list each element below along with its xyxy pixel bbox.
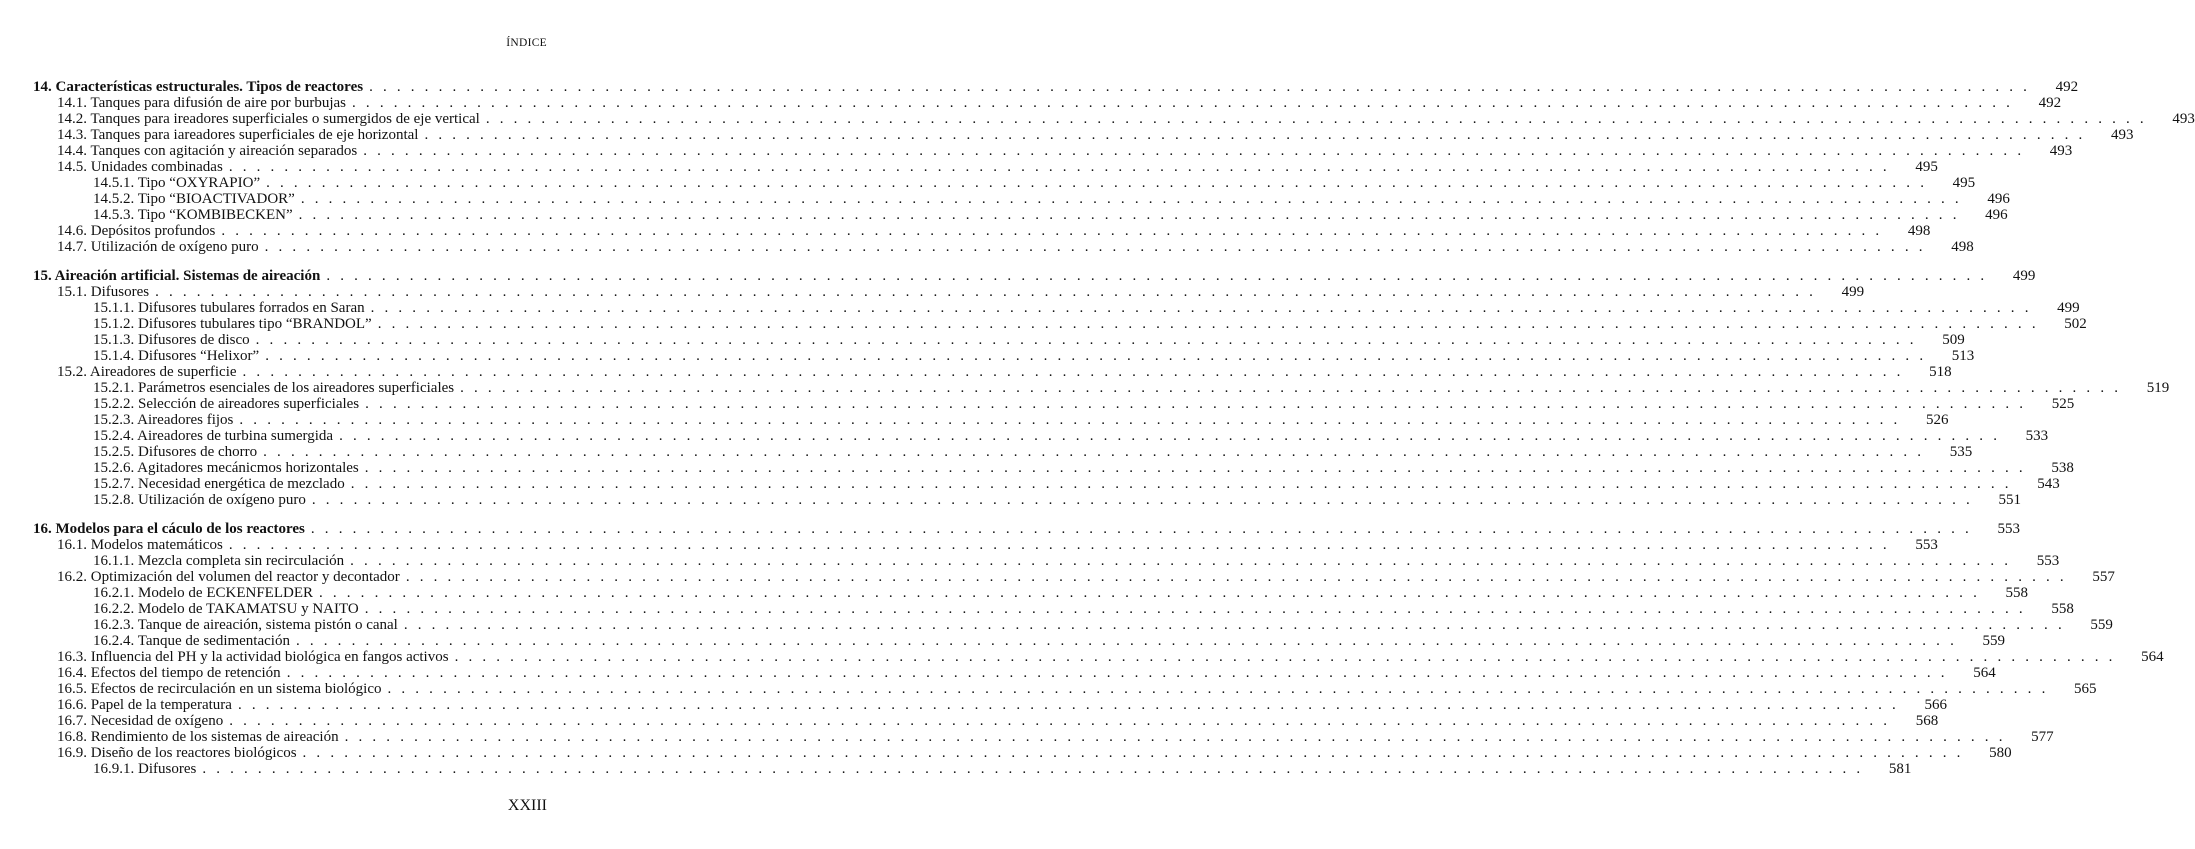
toc-entry: [33, 697, 1947, 713]
dot-leader: . . . . . . . . . . . . . . . . . . . . . . . . . . . . . . . . . . . . . . . . . . . . . . . . . . . . . . . . . . . . . . . . . . . . . . . . . . . . . . . . . . . . . . . . . . . . . . . . . . . . . . . . . . . . . . . . . . . . . . . .: [369, 79, 2031, 95]
toc-entry-title: 14.3. Tanques para iareadores superficiales de eje horizontal: [57, 127, 419, 143]
toc-entry-page: 558: [2005, 585, 2029, 601]
toc-entry-title: 14.5.3. Tipo “KOMBIBECKEN”: [93, 207, 293, 223]
toc-entry: [33, 239, 1974, 255]
toc-entry-title: 14.5.2. Tipo “BIOACTIVADOR”: [93, 191, 295, 207]
toc-entry-page: 565: [2074, 681, 2097, 697]
toc-entry-title: 15.1. Difusores: [57, 284, 150, 300]
toc-entry-title: 15.2.2. Selección de aireadores superficiales: [93, 396, 360, 412]
toc-entry-page: 493: [2172, 111, 2195, 127]
dot-leader: . . . . . . . . . . . . . . . . . . . . . . . . . . . . . . . . . . . . . . . . . . . . . . . . . . . . . . . . . . . . . . . . . . . . . . . . . . . . . . . . . . . . . . . . . . . . . . . . . . . . . . . . . . . . . . . . . . . . . . . .: [454, 649, 2116, 665]
toc-entry-title: 15.1.2. Difusores tubulares tipo “BRANDOL”: [93, 316, 372, 332]
toc-entry: [33, 412, 1949, 428]
toc-entry-title: 14.2. Tanques para ireadores superficiales o sumergidos de eje vertical: [57, 111, 480, 127]
toc-entry-title: 14.5.1. Tipo “OXYRAPIO”: [93, 175, 261, 191]
toc-entry-page: 558: [2051, 601, 2074, 617]
toc-entry: [33, 617, 2113, 633]
toc-chapter: [33, 268, 2170, 508]
toc-entry-page: 581: [1888, 761, 1912, 777]
dot-leader: . . . . . . . . . . . . . . . . . . . . . . . . . . . . . . . . . . . . . . . . . . . . . . . . . . . . . . . . . . . . . . . . . . . . . . . . . . . . . . . . . . . . . . . . . . . . . . . . . . . . . . . . . . . . . . . . . . . . . . . .: [318, 585, 1981, 601]
toc-entry-title: 15.1.3. Difusores de disco: [93, 332, 250, 348]
toc-entry: [33, 444, 1973, 460]
toc-entry: [33, 681, 2097, 697]
toc-entry: [33, 649, 2164, 665]
toc-entry-page: 498: [1951, 239, 1974, 255]
toc-chapter-heading: [33, 521, 2020, 537]
toc-entry: [33, 300, 2080, 316]
toc-entry-page: 564: [2141, 649, 2164, 665]
dot-leader: . . . . . . . . . . . . . . . . . . . . . . . . . . . . . . . . . . . . . . . . . . . . . . . . . . . . . . . . . . . . . . . . . . . . . . . . . . . . . . . . . . . . . . . . . . . . . . . . . . . . . . . . . . . . . . . . . . . . . . . .: [350, 553, 2012, 569]
dot-leader: . . . . . . . . . . . . . . . . . . . . . . . . . . . . . . . . . . . . . . . . . . . . . . . . . . . . . . . . . . . . . . . . . . . . . . . . . . . . . . . . . . . . . . . . . . . . . . . . . . . . . . . . . . . . . . . . . . . . . . . .: [310, 521, 1972, 537]
toc-entry: [33, 348, 1975, 364]
toc-entry-page: 564: [1973, 665, 1996, 681]
toc-entry-title: 15.2.4. Aireadores de turbina sumergida: [93, 428, 334, 444]
toc-entry-page: 538: [2051, 460, 2074, 476]
toc-entry-page: 496: [1985, 207, 2008, 223]
dot-leader: . . . . . . . . . . . . . . . . . . . . . . . . . . . . . . . . . . . . . . . . . . . . . . . . . . . . . . . . . . . . . . . . . . . . . . . . . . . . . . . . . . . . . . . . . . . . . . . . . . . . . . . . . . . . . . . . . . . . . . . .: [403, 617, 2065, 633]
toc-entry: [33, 729, 2054, 745]
dot-leader: . . . . . . . . . . . . . . . . . . . . . . . . . . . . . . . . . . . . . . . . . . . . . . . . . . . . . . . . . . . . . . . . . . . . . . . . . . . . . . . . . . . . . . . . . . . . . . . . . . . . . . . . . . . . . . . . . . . . . . . .: [424, 127, 2086, 143]
toc-entry: [33, 127, 2134, 143]
toc-entry: [33, 476, 2060, 492]
toc-entry: [33, 713, 1939, 729]
toc-entry-title: 16. Modelos para el cáculo de los reactores: [33, 521, 305, 537]
toc-chapter-heading: [33, 79, 2079, 95]
toc-entry-title: 16.1.1. Mezcla completa sin recirculación: [93, 553, 345, 569]
dot-leader: . . . . . . . . . . . . . . . . . . . . . . . . . . . . . . . . . . . . . . . . . . . . . . . . . . . . . . . . . . . . . . . . . . . . . . . . . . . . . . . . . . . . . . . . . . . . . . . . . . . . . . . . . . . . . . . . . . . . . . . .: [155, 284, 1817, 300]
toc-entry-title: 16.9. Diseño de los reactores biológicos: [57, 745, 297, 761]
toc-entry-title: 16.2.4. Tanque de sedimentación: [93, 633, 290, 649]
dot-leader: . . . . . . . . . . . . . . . . . . . . . . . . . . . . . . . . . . . . . . . . . . . . . . . . . . . . . . . . . . . . . . . . . . . . . . . . . . . . . . . . . . . . . . . . . . . . . . . . . . . . . . . . . . . . . . . . . . . . . . . .: [295, 633, 1958, 649]
dot-leader: . . . . . . . . . . . . . . . . . . . . . . . . . . . . . . . . . . . . . . . . . . . . . . . . . . . . . . . . . . . . . . . . . . . . . . . . . . . . . . . . . . . . . . . . . . . . . . . . . . . . . . . . . . . . . . . . . . . . . . . .: [229, 713, 1891, 729]
dot-leader: . . . . . . . . . . . . . . . . . . . . . . . . . . . . . . . . . . . . . . . . . . . . . . . . . . . . . . . . . . . . . . . . . . . . . . . . . . . . . . . . . . . . . . . . . . . . . . . . . . . . . . . . . . . . . . . . . . . . . . . .: [365, 396, 2027, 412]
toc-entry: [33, 191, 2010, 207]
toc-entry-page: 568: [1915, 713, 1939, 729]
dot-leader: . . . . . . . . . . . . . . . . . . . . . . . . . . . . . . . . . . . . . . . . . . . . . . . . . . . . . . . . . . . . . . . . . . . . . . . . . . . . . . . . . . . . . . . . . . . . . . . . . . . . . . . . . . . . . . . . . . . . . . . .: [405, 569, 2067, 585]
dot-leader: . . . . . . . . . . . . . . . . . . . . . . . . . . . . . . . . . . . . . . . . . . . . . . . . . . . . . . . . . . . . . . . . . . . . . . . . . . . . . . . . . . . . . . . . . . . . . . . . . . . . . . . . . . . . . . . . . . . . . . . .: [298, 207, 1960, 223]
table-of-contents: [33, 79, 2195, 790]
dot-leader: . . . . . . . . . . . . . . . . . . . . . . . . . . . . . . . . . . . . . . . . . . . . . . . . . . . . . . . . . . . . . . . . . . . . . . . . . . . . . . . . . . . . . . . . . . . . . . . . . . . . . . . . . . . . . . . . . . . . . . . .: [242, 364, 1904, 380]
toc-entry-page: 509: [1942, 332, 1965, 348]
toc-entry-title: 16.7. Necesidad de oxígeno: [57, 713, 224, 729]
toc-entry-page: 493: [2111, 127, 2134, 143]
toc-entry: [33, 761, 1912, 777]
toc-entry-title: 16.2.2. Modelo de TAKAMATSU y NAITO: [93, 601, 359, 617]
dot-leader: . . . . . . . . . . . . . . . . . . . . . . . . . . . . . . . . . . . . . . . . . . . . . . . . . . . . . . . . . . . . . . . . . . . . . . . . . . . . . . . . . . . . . . . . . . . . . . . . . . . . . . . . . . . . . . . . . . . . . . . .: [228, 159, 1890, 175]
toc-entry-page: 557: [2092, 569, 2115, 585]
toc-entry: [33, 601, 2074, 617]
dot-leader: . . . . . . . . . . . . . . . . . . . . . . . . . . . . . . . . . . . . . . . . . . . . . . . . . . . . . . . . . . . . . . . . . . . . . . . . . . . . . . . . . . . . . . . . . . . . . . . . . . . . . . . . . . . . . . . . . . . . . . . .: [326, 268, 1988, 284]
toc-chapter-heading: [33, 268, 2036, 284]
dot-leader: . . . . . . . . . . . . . . . . . . . . . . . . . . . . . . . . . . . . . . . . . . . . . . . . . . . . . . . . . . . . . . . . . . . . . . . . . . . . . . . . . . . . . . . . . . . . . . . . . . . . . . . . . . . . . . . . . . . . . . . .: [202, 761, 1864, 777]
toc-entry-page: 492: [2038, 95, 2062, 111]
toc-entry-title: 16.4. Efectos del tiempo de retención: [57, 665, 281, 681]
toc-entry-title: 16.3. Influencia del PH y la actividad biológica en fangos activos: [57, 649, 449, 665]
dot-leader: . . . . . . . . . . . . . . . . . . . . . . . . . . . . . . . . . . . . . . . . . . . . . . . . . . . . . . . . . . . . . . . . . . . . . . . . . . . . . . . . . . . . . . . . . . . . . . . . . . . . . . . . . . . . . . . . . . . . . . . .: [239, 412, 1901, 428]
dot-leader: . . . . . . . . . . . . . . . . . . . . . . . . . . . . . . . . . . . . . . . . . . . . . . . . . . . . . . . . . . . . . . . . . . . . . . . . . . . . . . . . . . . . . . . . . . . . . . . . . . . . . . . . . . . . . . . . . . . . . . . .: [344, 729, 2006, 745]
dot-leader: . . . . . . . . . . . . . . . . . . . . . . . . . . . . . . . . . . . . . . . . . . . . . . . . . . . . . . . . . . . . . . . . . . . . . . . . . . . . . . . . . . . . . . . . . . . . . . . . . . . . . . . . . . . . . . . . . . . . . . . .: [302, 745, 1964, 761]
dot-leader: . . . . . . . . . . . . . . . . . . . . . . . . . . . . . . . . . . . . . . . . . . . . . . . . . . . . . . . . . . . . . . . . . . . . . . . . . . . . . . . . . . . . . . . . . . . . . . . . . . . . . . . . . . . . . . . . . . . . . . . .: [221, 223, 1883, 239]
dot-leader: . . . . . . . . . . . . . . . . . . . . . . . . . . . . . . . . . . . . . . . . . . . . . . . . . . . . . . . . . . . . . . . . . . . . . . . . . . . . . . . . . . . . . . . . . . . . . . . . . . . . . . . . . . . . . . . . . . . . . . . .: [339, 428, 2001, 444]
dot-leader: . . . . . . . . . . . . . . . . . . . . . . . . . . . . . . . . . . . . . . . . . . . . . . . . . . . . . . . . . . . . . . . . . . . . . . . . . . . . . . . . . . . . . . . . . . . . . . . . . . . . . . . . . . . . . . . . . . . . . . . .: [255, 332, 1917, 348]
toc-entry-title: 16.8. Rendimiento de los sistemas de aireación: [57, 729, 339, 745]
toc-entry: [33, 95, 2062, 111]
toc-entry-page: 543: [2037, 476, 2060, 492]
toc-entry: [33, 364, 1952, 380]
toc-entry: [33, 223, 1931, 239]
toc-entry-title: 14.4. Tanques con agitación y aireación separados: [57, 143, 358, 159]
toc-entry-title: 15.1.4. Difusores “Helixor”: [93, 348, 260, 364]
toc-entry-page: 499: [1841, 284, 1865, 300]
toc-entry: [33, 316, 2087, 332]
toc-entry-page: 525: [2051, 396, 2075, 412]
dot-leader: . . . . . . . . . . . . . . . . . . . . . . . . . . . . . . . . . . . . . . . . . . . . . . . . . . . . . . . . . . . . . . . . . . . . . . . . . . . . . . . . . . . . . . . . . . . . . . . . . . . . . . . . . . . . . . . . . . . . . . . .: [264, 239, 1926, 255]
dot-leader: . . . . . . . . . . . . . . . . . . . . . . . . . . . . . . . . . . . . . . . . . . . . . . . . . . . . . . . . . . . . . . . . . . . . . . . . . . . . . . . . . . . . . . . . . . . . . . . . . . . . . . . . . . . . . . . . . . . . . . . .: [377, 316, 2039, 332]
toc-entry-title: 16.1. Modelos matemáticos: [57, 537, 223, 553]
toc-entry-title: 15.2.3. Aireadores fijos: [93, 412, 234, 428]
toc-entry-title: 15. Aireación artificial. Sistemas de aireación: [33, 268, 321, 284]
toc-entry: [33, 665, 1996, 681]
toc-entry-page: 499: [2012, 268, 2036, 284]
toc-entry-title: 14. Características estructurales. Tipos de reactores: [33, 79, 364, 95]
toc-entry-title: 15.1.1. Difusores tubulares forrados en Saran: [93, 300, 365, 316]
toc-entry-title: 16.2. Optimización del volumen del reactor y decontador: [57, 569, 400, 585]
toc-entry: [33, 111, 2195, 127]
toc-entry: [33, 569, 2115, 585]
dot-leader: . . . . . . . . . . . . . . . . . . . . . . . . . . . . . . . . . . . . . . . . . . . . . . . . . . . . . . . . . . . . . . . . . . . . . . . . . . . . . . . . . . . . . . . . . . . . . . . . . . . . . . . . . . . . . . . . . . . . . . . .: [311, 492, 1973, 508]
toc-entry-page: 526: [1925, 412, 1949, 428]
toc-entry: [33, 633, 2006, 649]
toc-entry: [33, 143, 2073, 159]
dot-leader: . . . . . . . . . . . . . . . . . . . . . . . . . . . . . . . . . . . . . . . . . . . . . . . . . . . . . . . . . . . . . . . . . . . . . . . . . . . . . . . . . . . . . . . . . . . . . . . . . . . . . . . . . . . . . . . . . . . . . . . .: [364, 460, 2026, 476]
toc-entry-page: 492: [2055, 79, 2079, 95]
toc-entry-page: 533: [2025, 428, 2049, 444]
toc-entry: [33, 380, 2170, 396]
dot-leader: . . . . . . . . . . . . . . . . . . . . . . . . . . . . . . . . . . . . . . . . . . . . . . . . . . . . . . . . . . . . . . . . . . . . . . . . . . . . . . . . . . . . . . . . . . . . . . . . . . . . . . . . . . . . . . . . . . . . . . . .: [286, 665, 1948, 681]
dot-leader: . . . . . . . . . . . . . . . . . . . . . . . . . . . . . . . . . . . . . . . . . . . . . . . . . . . . . . . . . . . . . . . . . . . . . . . . . . . . . . . . . . . . . . . . . . . . . . . . . . . . . . . . . . . . . . . . . . . . . . . .: [387, 681, 2049, 697]
toc-entry-page: 566: [1924, 697, 1947, 713]
dot-leader: . . . . . . . . . . . . . . . . . . . . . . . . . . . . . . . . . . . . . . . . . . . . . . . . . . . . . . . . . . . . . . . . . . . . . . . . . . . . . . . . . . . . . . . . . . . . . . . . . . . . . . . . . . . . . . . . . . . . . . . .: [364, 601, 2026, 617]
dot-leader: . . . . . . . . . . . . . . . . . . . . . . . . . . . . . . . . . . . . . . . . . . . . . . . . . . . . . . . . . . . . . . . . . . . . . . . . . . . . . . . . . . . . . . . . . . . . . . . . . . . . . . . . . . . . . . . . . . . . . . . .: [266, 175, 1928, 191]
toc-entry-page: 577: [2031, 729, 2054, 745]
dot-leader: . . . . . . . . . . . . . . . . . . . . . . . . . . . . . . . . . . . . . . . . . . . . . . . . . . . . . . . . . . . . . . . . . . . . . . . . . . . . . . . . . . . . . . . . . . . . . . . . . . . . . . . . . . . . . . . . . . . . . . . .: [237, 697, 1899, 713]
toc-entry-title: 16.9.1. Difusores: [93, 761, 197, 777]
toc-entry-page: 495: [1952, 175, 1976, 191]
dot-leader: . . . . . . . . . . . . . . . . . . . . . . . . . . . . . . . . . . . . . . . . . . . . . . . . . . . . . . . . . . . . . . . . . . . . . . . . . . . . . . . . . . . . . . . . . . . . . . . . . . . . . . . . . . . . . . . . . . . . . . . .: [363, 143, 2025, 159]
toc-entry-title: 15.2.5. Difusores de chorro: [93, 444, 258, 460]
toc-entry-title: 14.1. Tanques para difusión de aire por burbujas: [57, 95, 347, 111]
toc-entry-page: 559: [2090, 617, 2113, 633]
toc-entry: [33, 332, 1965, 348]
toc-entry: [33, 396, 2075, 412]
dot-leader: . . . . . . . . . . . . . . . . . . . . . . . . . . . . . . . . . . . . . . . . . . . . . . . . . . . . . . . . . . . . . . . . . . . . . . . . . . . . . . . . . . . . . . . . . . . . . . . . . . . . . . . . . . . . . . . . . . . . . . . .: [228, 537, 1890, 553]
dot-leader: . . . . . . . . . . . . . . . . . . . . . . . . . . . . . . . . . . . . . . . . . . . . . . . . . . . . . . . . . . . . . . . . . . . . . . . . . . . . . . . . . . . . . . . . . . . . . . . . . . . . . . . . . . . . . . . . . . . . . . . .: [352, 95, 2014, 111]
toc-entry: [33, 207, 2008, 223]
toc-entry-title: 15.2.6. Agitadores mecánicmos horizontales: [93, 460, 359, 476]
toc-entry-title: 15.2.7. Necesidad energética de mezclado: [93, 476, 345, 492]
toc-entry-page: 580: [1989, 745, 2012, 761]
toc-entry-page: 493: [2049, 143, 2073, 159]
toc-entry-page: 553: [1997, 521, 2020, 537]
toc-entry-page: 551: [1998, 492, 2021, 508]
toc-chapter: [33, 521, 2164, 777]
toc-entry-title: 16.5. Efectos de recirculación en un sistema biológico: [57, 681, 382, 697]
toc-entry-title: 16.2.3. Tanque de aireación, sistema pistón o canal: [93, 617, 398, 633]
dot-leader: . . . . . . . . . . . . . . . . . . . . . . . . . . . . . . . . . . . . . . . . . . . . . . . . . . . . . . . . . . . . . . . . . . . . . . . . . . . . . . . . . . . . . . . . . . . . . . . . . . . . . . . . . . . . . . . . . . . . . . . .: [350, 476, 2012, 492]
toc-entry: [33, 175, 1976, 191]
toc-entry: [33, 460, 2074, 476]
toc-entry-page: 496: [1987, 191, 2010, 207]
dot-leader: . . . . . . . . . . . . . . . . . . . . . . . . . . . . . . . . . . . . . . . . . . . . . . . . . . . . . . . . . . . . . . . . . . . . . . . . . . . . . . . . . . . . . . . . . . . . . . . . . . . . . . . . . . . . . . . . . . . . . . . .: [485, 111, 2147, 127]
toc-entry-page: 553: [2036, 553, 2060, 569]
toc-entry-page: 535: [1949, 444, 1973, 460]
toc-entry: [33, 492, 2021, 508]
dot-leader: . . . . . . . . . . . . . . . . . . . . . . . . . . . . . . . . . . . . . . . . . . . . . . . . . . . . . . . . . . . . . . . . . . . . . . . . . . . . . . . . . . . . . . . . . . . . . . . . . . . . . . . . . . . . . . . . . . . . . . . .: [460, 380, 2122, 396]
page-number-folio: XXIII: [507, 797, 547, 814]
toc-entry-title: 16.2.1. Modelo de ECKENFELDER: [93, 585, 313, 601]
toc-entry-title: 15.2.8. Utilización de oxígeno puro: [93, 492, 306, 508]
toc-entry-title: 14.6. Depósitos profundos: [57, 223, 216, 239]
toc-entry-title: 14.5. Unidades combinadas: [57, 159, 223, 175]
toc-chapter: [33, 79, 2195, 255]
running-head: ÍNDICE: [506, 37, 547, 49]
dot-leader: . . . . . . . . . . . . . . . . . . . . . . . . . . . . . . . . . . . . . . . . . . . . . . . . . . . . . . . . . . . . . . . . . . . . . . . . . . . . . . . . . . . . . . . . . . . . . . . . . . . . . . . . . . . . . . . . . . . . . . . .: [370, 300, 2032, 316]
toc-entry: [33, 159, 1938, 175]
toc-entry-page: 559: [1982, 633, 2006, 649]
toc-entry: [33, 745, 2012, 761]
toc-entry-page: 499: [2057, 300, 2080, 316]
toc-entry-page: 518: [1929, 364, 1952, 380]
dot-leader: . . . . . . . . . . . . . . . . . . . . . . . . . . . . . . . . . . . . . . . . . . . . . . . . . . . . . . . . . . . . . . . . . . . . . . . . . . . . . . . . . . . . . . . . . . . . . . . . . . . . . . . . . . . . . . . . . . . . . . . .: [300, 191, 1962, 207]
toc-entry: [33, 553, 2060, 569]
toc-entry-title: 15.2. Aireadores de superficie: [57, 364, 237, 380]
toc-entry-page: 498: [1907, 223, 1931, 239]
toc-entry: [33, 428, 2049, 444]
toc-entry: [33, 284, 1865, 300]
toc-entry: [33, 537, 1938, 553]
toc-entry-title: 16.6. Papel de la temperatura: [57, 697, 232, 713]
toc-entry-page: 495: [1915, 159, 1938, 175]
toc-entry-page: 513: [1951, 348, 1975, 364]
dot-leader: . . . . . . . . . . . . . . . . . . . . . . . . . . . . . . . . . . . . . . . . . . . . . . . . . . . . . . . . . . . . . . . . . . . . . . . . . . . . . . . . . . . . . . . . . . . . . . . . . . . . . . . . . . . . . . . . . . . . . . . .: [263, 444, 1925, 460]
toc-entry-page: 553: [1915, 537, 1938, 553]
toc-entry-page: 519: [2146, 380, 2170, 396]
dot-leader: . . . . . . . . . . . . . . . . . . . . . . . . . . . . . . . . . . . . . . . . . . . . . . . . . . . . . . . . . . . . . . . . . . . . . . . . . . . . . . . . . . . . . . . . . . . . . . . . . . . . . . . . . . . . . . . . . . . . . . . .: [265, 348, 1927, 364]
toc-entry-title: 15.2.1. Parámetros esenciales de los aireadores superficiales: [93, 380, 455, 396]
toc-entry: [33, 585, 2029, 601]
toc-entry-page: 502: [2064, 316, 2087, 332]
toc-entry-title: 14.7. Utilización de oxígeno puro: [57, 239, 259, 255]
